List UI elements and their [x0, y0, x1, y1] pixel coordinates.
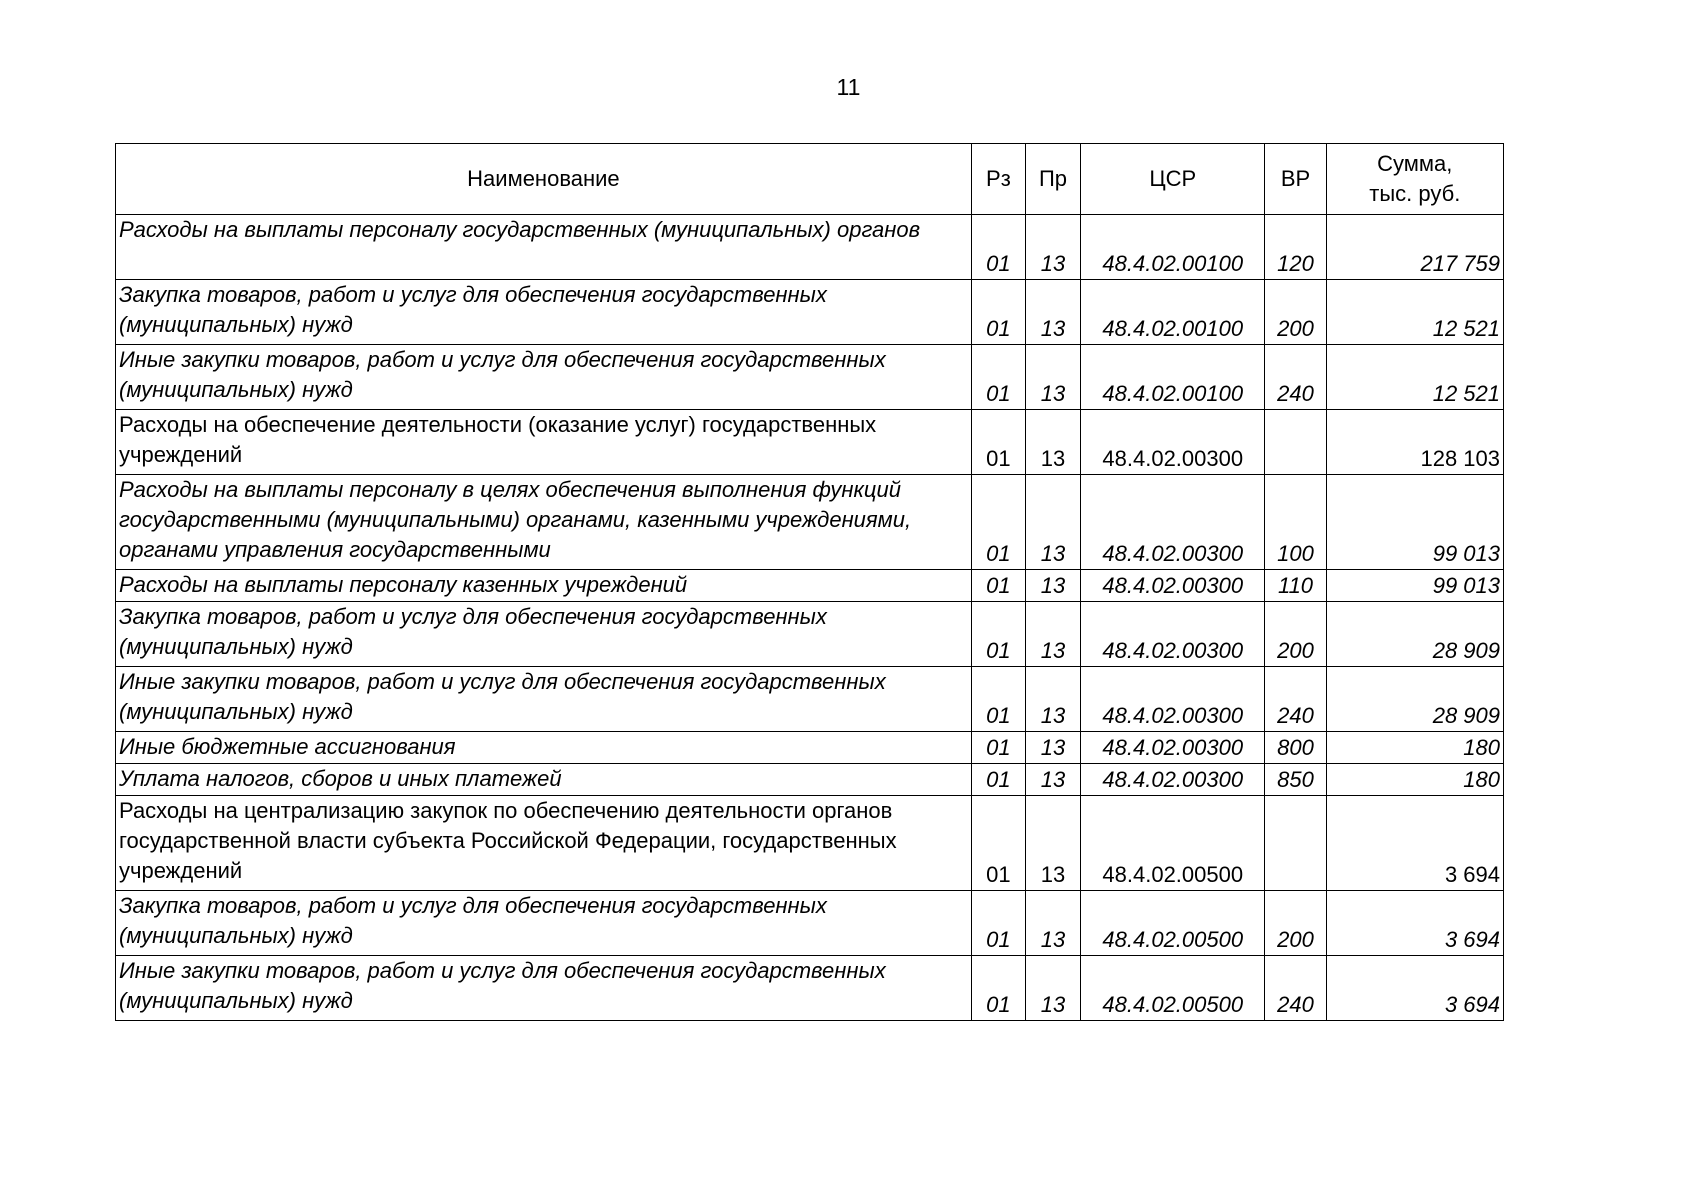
row-vr: 100: [1265, 475, 1326, 570]
row-name: Расходы на централизацию закупок по обеспечению деятельности органов государственной власти субъекта Российской Федерации, государственных учреждений: [116, 796, 972, 891]
row-pr: 13: [1025, 891, 1080, 956]
header-sum-line1: Сумма,: [1377, 151, 1453, 176]
row-pr: 13: [1025, 280, 1080, 345]
row-csr: 48.4.02.00100: [1081, 215, 1265, 280]
header-csr: ЦСР: [1081, 144, 1265, 215]
table-row: [116, 732, 1504, 764]
row-name: Иные закупки товаров, работ и услуг для обеспечения государственных (муниципальных) нужд: [116, 667, 972, 732]
table-row: [116, 764, 1504, 796]
table-row: [116, 345, 1504, 410]
row-pr: 13: [1025, 410, 1080, 475]
row-csr: 48.4.02.00500: [1081, 956, 1265, 1021]
row-rz: 01: [971, 796, 1025, 891]
row-name: Закупка товаров, работ и услуг для обеспечения государственных (муниципальных) нужд: [116, 280, 972, 345]
table-row: [116, 956, 1504, 1021]
row-vr: 120: [1265, 215, 1326, 280]
row-csr: 48.4.02.00300: [1081, 764, 1265, 796]
row-csr: 48.4.02.00300: [1081, 667, 1265, 732]
row-pr: 13: [1025, 796, 1080, 891]
table-row: [116, 215, 1504, 280]
row-sum: 99 013: [1326, 475, 1503, 570]
row-name: Расходы на обеспечение деятельности (оказание услуг) государственных учреждений: [116, 410, 972, 475]
row-vr: 200: [1265, 602, 1326, 667]
header-name: Наименование: [116, 144, 972, 215]
row-csr: 48.4.02.00100: [1081, 345, 1265, 410]
row-name: Уплата налогов, сборов и иных платежей: [116, 764, 972, 796]
row-pr: 13: [1025, 732, 1080, 764]
table-row: [116, 570, 1504, 602]
row-rz: 01: [971, 570, 1025, 602]
table-row: [116, 280, 1504, 345]
row-rz: 01: [971, 956, 1025, 1021]
row-pr: 13: [1025, 345, 1080, 410]
row-rz: 01: [971, 667, 1025, 732]
row-csr: 48.4.02.00300: [1081, 732, 1265, 764]
row-vr: 240: [1265, 345, 1326, 410]
row-vr: 850: [1265, 764, 1326, 796]
row-vr: 800: [1265, 732, 1326, 764]
row-rz: 01: [971, 410, 1025, 475]
row-sum: 217 759: [1326, 215, 1503, 280]
table-row: [116, 602, 1504, 667]
row-vr: 240: [1265, 667, 1326, 732]
row-name: Расходы на выплаты персоналу в целях обеспечения выполнения функций государственными (муниципальными) органами, казенными учреждениями, органами управления государственными: [116, 475, 972, 570]
row-vr: [1265, 410, 1326, 475]
header-sum-line2: тыс. руб.: [1369, 181, 1461, 206]
row-pr: 13: [1025, 475, 1080, 570]
row-csr: 48.4.02.00500: [1081, 891, 1265, 956]
table-header-row: [116, 144, 1504, 215]
row-rz: 01: [971, 602, 1025, 667]
row-name: Иные закупки товаров, работ и услуг для обеспечения государственных (муниципальных) нужд: [116, 345, 972, 410]
row-name: Закупка товаров, работ и услуг для обеспечения государственных (муниципальных) нужд: [116, 891, 972, 956]
row-vr: 200: [1265, 280, 1326, 345]
row-name: Расходы на выплаты персоналу казенных учреждений: [116, 570, 972, 602]
row-pr: 13: [1025, 215, 1080, 280]
row-sum: 3 694: [1326, 796, 1503, 891]
row-pr: 13: [1025, 602, 1080, 667]
row-rz: 01: [971, 215, 1025, 280]
row-rz: 01: [971, 280, 1025, 345]
row-csr: 48.4.02.00500: [1081, 796, 1265, 891]
row-name: Расходы на выплаты персоналу государственных (муниципальных) органов: [116, 215, 972, 280]
table-row: [116, 475, 1504, 570]
row-rz: 01: [971, 891, 1025, 956]
row-name: Иные бюджетные ассигнования: [116, 732, 972, 764]
header-sum: [1326, 144, 1503, 215]
row-csr: 48.4.02.00300: [1081, 410, 1265, 475]
header-rz: Рз: [971, 144, 1025, 215]
row-vr: [1265, 796, 1326, 891]
row-sum: 12 521: [1326, 345, 1503, 410]
row-name: Иные закупки товаров, работ и услуг для обеспечения государственных (муниципальных) нужд: [116, 956, 972, 1021]
header-pr: Пр: [1025, 144, 1080, 215]
row-rz: 01: [971, 475, 1025, 570]
row-rz: 01: [971, 764, 1025, 796]
row-sum: 180: [1326, 732, 1503, 764]
row-rz: 01: [971, 345, 1025, 410]
row-csr: 48.4.02.00300: [1081, 602, 1265, 667]
row-rz: 01: [971, 732, 1025, 764]
row-sum: 28 909: [1326, 667, 1503, 732]
table-row: [116, 667, 1504, 732]
header-vr: ВР: [1265, 144, 1326, 215]
row-sum: 12 521: [1326, 280, 1503, 345]
table-row: [116, 410, 1504, 475]
row-csr: 48.4.02.00100: [1081, 280, 1265, 345]
table-row: [116, 796, 1504, 891]
row-name: Закупка товаров, работ и услуг для обеспечения государственных (муниципальных) нужд: [116, 602, 972, 667]
row-sum: 28 909: [1326, 602, 1503, 667]
row-vr: 200: [1265, 891, 1326, 956]
row-pr: 13: [1025, 667, 1080, 732]
row-pr: 13: [1025, 764, 1080, 796]
row-sum: 128 103: [1326, 410, 1503, 475]
row-sum: 99 013: [1326, 570, 1503, 602]
row-sum: 180: [1326, 764, 1503, 796]
row-vr: 110: [1265, 570, 1326, 602]
row-sum: 3 694: [1326, 891, 1503, 956]
row-vr: 240: [1265, 956, 1326, 1021]
row-pr: 13: [1025, 956, 1080, 1021]
budget-table: [115, 143, 1504, 1021]
table-row: [116, 891, 1504, 956]
row-csr: 48.4.02.00300: [1081, 570, 1265, 602]
row-sum: 3 694: [1326, 956, 1503, 1021]
row-csr: 48.4.02.00300: [1081, 475, 1265, 570]
row-pr: 13: [1025, 570, 1080, 602]
page-number: 11: [836, 74, 861, 100]
